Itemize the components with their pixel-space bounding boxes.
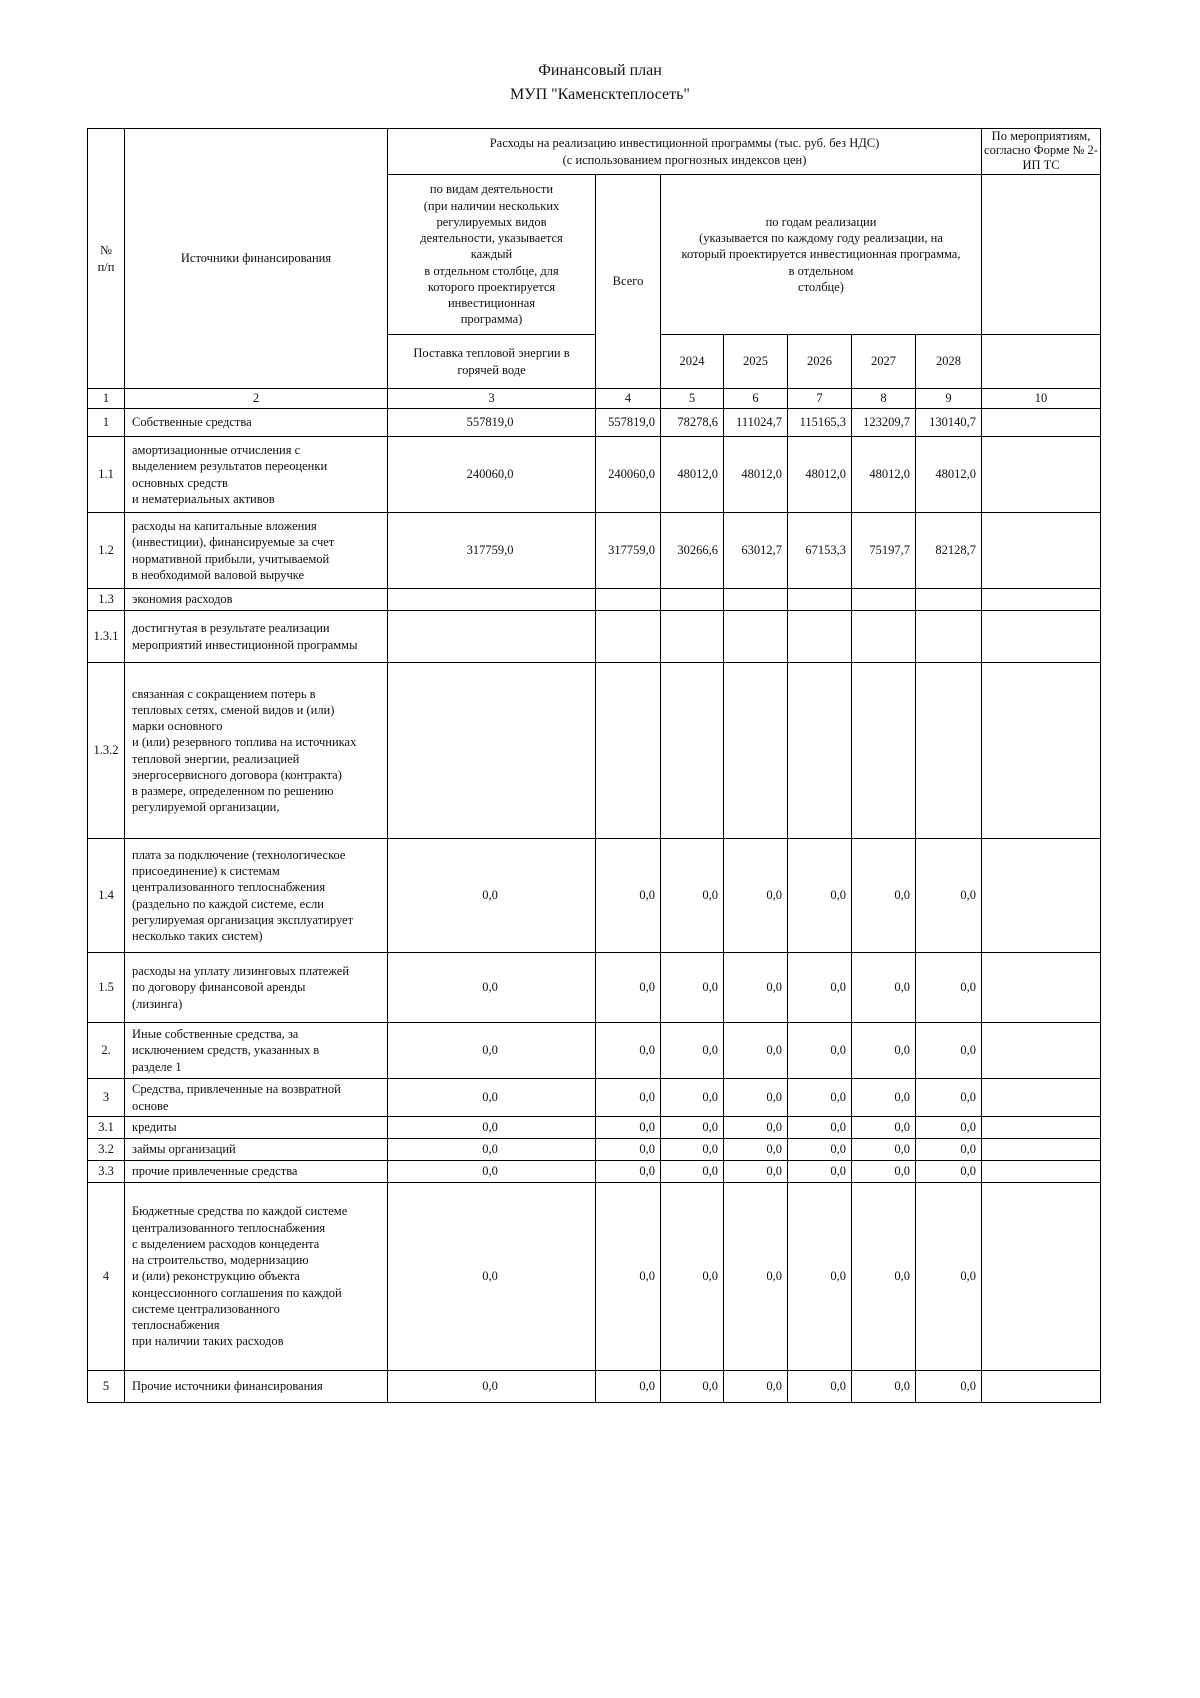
row-number: 5 bbox=[88, 1371, 125, 1403]
year-value-2024: 0,0 bbox=[661, 1139, 724, 1161]
measures-value bbox=[982, 1371, 1101, 1403]
year-value-2027 bbox=[852, 663, 916, 839]
source-name: кредиты bbox=[125, 1117, 388, 1139]
activity-value: 317759,0 bbox=[388, 513, 596, 589]
year-value-2026: 67153,3 bbox=[788, 513, 852, 589]
measures-value bbox=[982, 839, 1101, 953]
total-value: 0,0 bbox=[596, 1139, 661, 1161]
year-value-2025: 0,0 bbox=[724, 839, 788, 953]
year-value-2025 bbox=[724, 589, 788, 611]
year-value-2028: 0,0 bbox=[916, 953, 982, 1023]
header-by-activity: по видам деятельности (при наличии нескольких регулируемых видов деятельности, указывается каждый в отдельном столбце, для которого проектируется инвестиционная программа) bbox=[388, 175, 596, 335]
year-value-2027 bbox=[852, 589, 916, 611]
column-number: 1 bbox=[88, 389, 125, 409]
column-number: 8 bbox=[852, 389, 916, 409]
year-value-2028: 0,0 bbox=[916, 1183, 982, 1371]
year-value-2025: 0,0 bbox=[724, 1023, 788, 1079]
activity-value: 240060,0 bbox=[388, 437, 596, 513]
total-value: 317759,0 bbox=[596, 513, 661, 589]
header-row-1 bbox=[88, 129, 1101, 175]
measures-value bbox=[982, 953, 1101, 1023]
year-value-2027: 0,0 bbox=[852, 1183, 916, 1371]
measures-value bbox=[982, 1079, 1101, 1117]
total-value bbox=[596, 663, 661, 839]
activity-value: 0,0 bbox=[388, 1183, 596, 1371]
year-value-2026: 0,0 bbox=[788, 953, 852, 1023]
year-value-2028: 0,0 bbox=[916, 1371, 982, 1403]
column-number: 6 bbox=[724, 389, 788, 409]
header-activity-name: Поставка тепловой энергии в горячей воде bbox=[388, 335, 596, 389]
measures-value bbox=[982, 437, 1101, 513]
header-year-2026: 2026 bbox=[788, 335, 852, 389]
year-value-2024: 48012,0 bbox=[661, 437, 724, 513]
measures-value bbox=[982, 1023, 1101, 1079]
table-row bbox=[88, 1161, 1101, 1183]
row-number: 1 bbox=[88, 409, 125, 437]
activity-value bbox=[388, 589, 596, 611]
year-value-2026: 48012,0 bbox=[788, 437, 852, 513]
activity-value: 0,0 bbox=[388, 839, 596, 953]
source-name: Бюджетные средства по каждой системе централизованного теплоснабжения с выделением расходов концедента на строительство, модернизацию и (или) реконструкцию объекта концессионного соглашения по каждой системе централизованного теплоснабжения при наличии таких расходов bbox=[125, 1183, 388, 1371]
table-row bbox=[88, 611, 1101, 663]
row-number: 1.1 bbox=[88, 437, 125, 513]
measures-value bbox=[982, 663, 1101, 839]
source-name: прочие привлеченные средства bbox=[125, 1161, 388, 1183]
year-value-2028: 82128,7 bbox=[916, 513, 982, 589]
year-value-2025: 0,0 bbox=[724, 953, 788, 1023]
table-row bbox=[88, 1117, 1101, 1139]
total-value: 0,0 bbox=[596, 839, 661, 953]
source-name: достигнутая в результате реализации мероприятий инвестиционной программы bbox=[125, 611, 388, 663]
measures-value bbox=[982, 589, 1101, 611]
total-value: 0,0 bbox=[596, 1161, 661, 1183]
total-value: 0,0 bbox=[596, 1371, 661, 1403]
organization-name: МУП "Каменсктеплосеть" bbox=[510, 86, 690, 103]
year-value-2026: 0,0 bbox=[788, 1079, 852, 1117]
year-value-2024 bbox=[661, 663, 724, 839]
year-value-2024: 0,0 bbox=[661, 1117, 724, 1139]
year-value-2028: 0,0 bbox=[916, 1161, 982, 1183]
source-name: экономия расходов bbox=[125, 589, 388, 611]
total-value: 0,0 bbox=[596, 1023, 661, 1079]
table-row bbox=[88, 663, 1101, 839]
year-value-2026: 115165,3 bbox=[788, 409, 852, 437]
year-value-2026: 0,0 bbox=[788, 1117, 852, 1139]
year-value-2026 bbox=[788, 611, 852, 663]
row-number: 1.4 bbox=[88, 839, 125, 953]
measures-value bbox=[982, 1117, 1101, 1139]
year-value-2028 bbox=[916, 663, 982, 839]
header-per-measures: По мероприятиям, согласно Форме № 2-ИП ТС bbox=[982, 129, 1101, 175]
row-number: 1.2 bbox=[88, 513, 125, 589]
measures-value bbox=[982, 513, 1101, 589]
year-value-2028 bbox=[916, 589, 982, 611]
header-year-2025: 2025 bbox=[724, 335, 788, 389]
year-value-2025: 0,0 bbox=[724, 1371, 788, 1403]
row-number: 1.5 bbox=[88, 953, 125, 1023]
activity-value: 0,0 bbox=[388, 1079, 596, 1117]
column-number: 10 bbox=[982, 389, 1101, 409]
activity-value: 0,0 bbox=[388, 1023, 596, 1079]
year-value-2025: 63012,7 bbox=[724, 513, 788, 589]
year-value-2026: 0,0 bbox=[788, 839, 852, 953]
year-value-2025: 48012,0 bbox=[724, 437, 788, 513]
row-number: 1.3.2 bbox=[88, 663, 125, 839]
total-value: 240060,0 bbox=[596, 437, 661, 513]
header-by-years: по годам реализации (указывается по каждому году реализации, на который проектируется инвестиционная программа, в отдельном столбце) bbox=[661, 175, 982, 335]
row-number: 2. bbox=[88, 1023, 125, 1079]
year-value-2027: 0,0 bbox=[852, 1371, 916, 1403]
table-row bbox=[88, 1371, 1101, 1403]
year-value-2028: 0,0 bbox=[916, 839, 982, 953]
header-year-2024: 2024 bbox=[661, 335, 724, 389]
table-row bbox=[88, 1023, 1101, 1079]
year-value-2025: 111024,7 bbox=[724, 409, 788, 437]
header-empty bbox=[982, 335, 1101, 389]
header-expenses: Расходы на реализацию инвестиционной программы (тыс. руб. без НДС) (с использованием прогнозных индексов цен) bbox=[388, 129, 982, 175]
source-name: связанная с сокращением потерь в тепловых сетях, сменой видов и (или) марки основного и (или) резервного топлива на источниках тепловой энергии, реализацией энергосервисного договора (контракта) в размере, определенном по решению регулируемой организации, bbox=[125, 663, 388, 839]
year-value-2024: 0,0 bbox=[661, 839, 724, 953]
row-number: 1.3 bbox=[88, 589, 125, 611]
total-value: 0,0 bbox=[596, 1183, 661, 1371]
row-number: 1.3.1 bbox=[88, 611, 125, 663]
row-number: 3.1 bbox=[88, 1117, 125, 1139]
row-number: 3 bbox=[88, 1079, 125, 1117]
table-row bbox=[88, 409, 1101, 437]
measures-value bbox=[982, 1139, 1101, 1161]
year-value-2028: 0,0 bbox=[916, 1139, 982, 1161]
column-number: 3 bbox=[388, 389, 596, 409]
header-no: № п/п bbox=[88, 129, 125, 389]
activity-value bbox=[388, 663, 596, 839]
year-value-2026: 0,0 bbox=[788, 1139, 852, 1161]
header-year-2028: 2028 bbox=[916, 335, 982, 389]
year-value-2026: 0,0 bbox=[788, 1183, 852, 1371]
year-value-2028: 0,0 bbox=[916, 1079, 982, 1117]
source-name: Прочие источники финансирования bbox=[125, 1371, 388, 1403]
measures-value bbox=[982, 409, 1101, 437]
column-number: 9 bbox=[916, 389, 982, 409]
year-value-2027: 123209,7 bbox=[852, 409, 916, 437]
table-row bbox=[88, 953, 1101, 1023]
year-value-2026 bbox=[788, 589, 852, 611]
year-value-2028: 0,0 bbox=[916, 1023, 982, 1079]
year-value-2027: 0,0 bbox=[852, 1079, 916, 1117]
year-value-2027: 0,0 bbox=[852, 1117, 916, 1139]
activity-value: 557819,0 bbox=[388, 409, 596, 437]
measures-value bbox=[982, 1183, 1101, 1371]
year-value-2028 bbox=[916, 611, 982, 663]
source-name: расходы на уплату лизинговых платежей по договору финансовой аренды (лизинга) bbox=[125, 953, 388, 1023]
year-value-2026: 0,0 bbox=[788, 1371, 852, 1403]
year-value-2024: 0,0 bbox=[661, 953, 724, 1023]
year-value-2025: 0,0 bbox=[724, 1139, 788, 1161]
total-value bbox=[596, 611, 661, 663]
source-name: плата за подключение (технологическое присоединение) к системам централизованного теплоснабжения (раздельно по каждой системе, если регулируемая организация эксплуатирует несколько таких систем) bbox=[125, 839, 388, 953]
financial-plan-table bbox=[87, 128, 1101, 1403]
year-value-2025: 0,0 bbox=[724, 1183, 788, 1371]
year-value-2024: 0,0 bbox=[661, 1183, 724, 1371]
year-value-2025 bbox=[724, 663, 788, 839]
year-value-2025 bbox=[724, 611, 788, 663]
year-value-2027: 0,0 bbox=[852, 953, 916, 1023]
year-value-2024: 78278,6 bbox=[661, 409, 724, 437]
year-value-2027: 0,0 bbox=[852, 1161, 916, 1183]
source-name: расходы на капитальные вложения (инвестиции), финансируемые за счет нормативной прибыли, учитываемой в необходимой валовой выручке bbox=[125, 513, 388, 589]
header-empty bbox=[982, 175, 1101, 335]
total-value bbox=[596, 589, 661, 611]
row-number: 3.3 bbox=[88, 1161, 125, 1183]
table-row bbox=[88, 437, 1101, 513]
activity-value: 0,0 bbox=[388, 1161, 596, 1183]
activity-value bbox=[388, 611, 596, 663]
activity-value: 0,0 bbox=[388, 1117, 596, 1139]
year-value-2027: 75197,7 bbox=[852, 513, 916, 589]
year-value-2027: 48012,0 bbox=[852, 437, 916, 513]
source-name: займы организаций bbox=[125, 1139, 388, 1161]
total-value: 0,0 bbox=[596, 1117, 661, 1139]
year-value-2027: 0,0 bbox=[852, 839, 916, 953]
year-value-2024: 30266,6 bbox=[661, 513, 724, 589]
year-value-2027: 0,0 bbox=[852, 1023, 916, 1079]
activity-value: 0,0 bbox=[388, 1371, 596, 1403]
source-name: Иные собственные средства, за исключением средств, указанных в разделе 1 bbox=[125, 1023, 388, 1079]
total-value: 0,0 bbox=[596, 953, 661, 1023]
table-row bbox=[88, 839, 1101, 953]
year-value-2025: 0,0 bbox=[724, 1161, 788, 1183]
year-value-2024: 0,0 bbox=[661, 1371, 724, 1403]
activity-value: 0,0 bbox=[388, 953, 596, 1023]
table-row bbox=[88, 513, 1101, 589]
measures-value bbox=[982, 1161, 1101, 1183]
year-value-2024 bbox=[661, 589, 724, 611]
column-number: 7 bbox=[788, 389, 852, 409]
year-value-2024: 0,0 bbox=[661, 1023, 724, 1079]
table-row bbox=[88, 1139, 1101, 1161]
column-number-row bbox=[88, 389, 1101, 409]
header-year-2027: 2027 bbox=[852, 335, 916, 389]
year-value-2025: 0,0 bbox=[724, 1117, 788, 1139]
row-number: 3.2 bbox=[88, 1139, 125, 1161]
column-number: 5 bbox=[661, 389, 724, 409]
year-value-2026 bbox=[788, 663, 852, 839]
source-name: амортизационные отчисления с выделением результатов переоценки основных средств и нематериальных активов bbox=[125, 437, 388, 513]
total-value: 557819,0 bbox=[596, 409, 661, 437]
column-number: 2 bbox=[125, 389, 388, 409]
year-value-2028: 130140,7 bbox=[916, 409, 982, 437]
activity-value: 0,0 bbox=[388, 1139, 596, 1161]
total-value: 0,0 bbox=[596, 1079, 661, 1117]
year-value-2024: 0,0 bbox=[661, 1079, 724, 1117]
measures-value bbox=[982, 611, 1101, 663]
table-row bbox=[88, 589, 1101, 611]
year-value-2027: 0,0 bbox=[852, 1139, 916, 1161]
year-value-2028: 0,0 bbox=[916, 1117, 982, 1139]
row-number: 4 bbox=[88, 1183, 125, 1371]
year-value-2025: 0,0 bbox=[724, 1079, 788, 1117]
document-title: Финансовый план bbox=[538, 62, 662, 79]
source-name: Собственные средства bbox=[125, 409, 388, 437]
year-value-2024 bbox=[661, 611, 724, 663]
year-value-2026: 0,0 bbox=[788, 1161, 852, 1183]
year-value-2026: 0,0 bbox=[788, 1023, 852, 1079]
source-name: Средства, привлеченные на возвратной основе bbox=[125, 1079, 388, 1117]
year-value-2028: 48012,0 bbox=[916, 437, 982, 513]
column-number: 4 bbox=[596, 389, 661, 409]
header-total: Всего bbox=[596, 175, 661, 389]
year-value-2027 bbox=[852, 611, 916, 663]
year-value-2024: 0,0 bbox=[661, 1161, 724, 1183]
header-sources: Источники финансирования bbox=[125, 129, 388, 389]
table-row bbox=[88, 1079, 1101, 1117]
table-row bbox=[88, 1183, 1101, 1371]
